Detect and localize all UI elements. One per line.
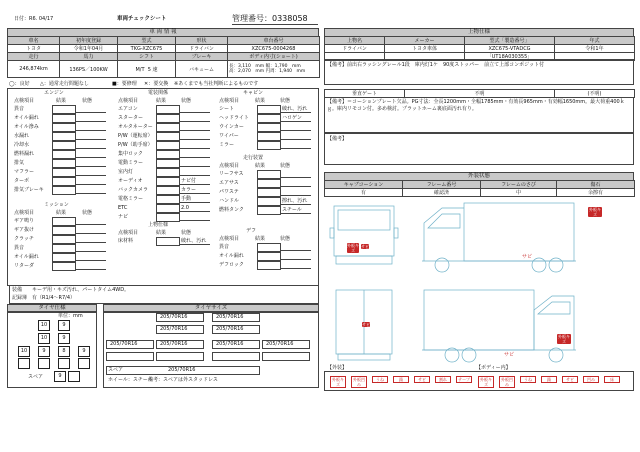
legend-mark: サビ [414,376,430,383]
damage-tag-4: サビ [522,254,533,260]
col-model: 型式 [118,37,176,45]
check-result-box[interactable] [156,237,180,246]
check-state-line [76,251,106,252]
check-state-line [180,130,210,131]
damage-tag-1: 外板キズ [347,243,359,253]
pg-remarks: 【備考】＝コーションプレート欠品。PG寸法：全長1200mm・全幅1785mm・有効長965mm・有効幅1650mm。最大荷重400ｋｇ。庫内リモコン付。多め検討。プラットホーム裏底面汚れ有り。 [327,99,625,112]
engine-head-item: 点検項目 [14,98,35,104]
check-result-box[interactable] [257,188,281,197]
check-result-box[interactable] [156,186,180,195]
check-state-line [180,220,210,221]
check-item-label: ナビ [118,214,129,220]
check-result-box[interactable] [52,105,76,114]
tire-mid-right: 9 [58,333,70,344]
upper-check-head-item: 点検項目 [118,230,139,236]
engine-head-result: 結果 [56,98,67,104]
tire-rear-2: 9 [38,346,50,357]
upper-serial: 「UT18A030355」 [465,53,555,61]
tire-size-spare-label: スペア [108,367,124,373]
legend-good: ◯：良好 [9,81,30,87]
check-item-label: ヘッドライト [219,115,249,121]
col-upper-name: 上物名 [325,37,385,45]
check-result-box[interactable] [52,244,76,253]
check-state-line [281,130,311,131]
check-state-line [76,166,106,167]
col-maker: メーカー [385,37,465,45]
engine-head-state: 状態 [82,98,93,104]
tire-size-r4c2 [156,352,204,361]
check-state-line [281,148,311,149]
check-item-label: ターボ [14,178,30,184]
tire-size-front-right: 205/70R16 [216,314,244,320]
check-state: 擦れ、汚れ [282,198,308,204]
check-result-box[interactable] [257,114,281,123]
tire-front-left: 10 [38,320,50,331]
truck-front-view [330,206,398,264]
check-item-label: 燃料タンク [219,207,244,213]
shape: ドライバン [176,45,228,53]
check-result-box[interactable] [52,217,76,226]
check-item-label: 排気ブレーキ [14,187,44,193]
check-result-box[interactable] [52,132,76,141]
equip-value: キーデ用・キズ汚れ、パートタイム4WD。 [32,287,130,293]
check-state-line [76,139,106,140]
check-result-box[interactable] [52,123,76,132]
pg-maker: 不明 [405,90,555,98]
check-result-box[interactable] [257,206,281,215]
check-state-line [76,121,106,122]
check-state: カラー [181,187,197,193]
mission-head-state: 状態 [82,210,93,216]
tire-size-rear-2: 205/70R16 [160,341,188,347]
upper-spec-table [324,36,635,61]
upper-check-head-result: 結果 [156,230,167,236]
tire-size-mid-right: 205/70R16 [216,326,244,332]
legend-note: ※あくまでも当社判断によるものです [174,81,259,87]
chassis-no: XZC675-0004268 [228,45,320,53]
check-state: 手動 [181,196,192,202]
check-item-label: ウインカー [219,124,244,130]
date: 日付：R6. 04/17 [14,16,54,22]
check-item-label: オルタネーター [118,124,153,130]
tire-rear-3: 8 [58,346,70,357]
check-result-box[interactable] [52,235,76,244]
check-state: 2.0 [181,205,189,211]
check-result-box[interactable] [156,159,180,168]
legend-mark: サビ [562,376,578,383]
check-item-label: リターダ [14,263,35,269]
check-item-label: リーフサス [219,171,244,177]
check-state-line [281,213,311,214]
check-item-label: 電格ミラー [118,196,144,202]
check-item-label: エアコン [118,106,138,112]
check-state-line [281,139,311,140]
tire-size-title: タイヤサイズ [103,304,319,313]
check-result-box[interactable] [156,204,180,213]
legend-mark: テープ [456,376,472,383]
upper-model: XZC675-VTADCG [465,45,555,53]
check-state-line [180,148,210,149]
check-result-box[interactable] [257,252,281,261]
check-state-line [281,259,311,260]
model: TKG-XZC675 [118,45,176,53]
check-state: 破れ、汚れ [181,238,207,244]
management-number: 管理番号：0338058 [232,14,308,23]
check-item-label: デフロック [219,262,244,268]
check-state-line [180,175,210,176]
legend-mark: 錆 [541,376,557,383]
col-shift: シフト [118,53,176,61]
check-result-box[interactable] [257,132,281,141]
col-year: 年式 [555,37,635,45]
check-state-line [180,244,210,245]
frame-no: 確認済 [403,189,481,197]
check-item-label: 冷却水 [14,142,30,148]
tire-rear-7 [58,358,70,369]
upper-name: ドライバン [325,45,385,53]
check-item-label: ギア鳴り [14,218,35,224]
col-cab-caution: キャブコーション [325,181,403,189]
check-state-line [76,130,106,131]
check-state-line [281,195,311,196]
tire-size-front-left: 205/70R16 [160,314,188,320]
running-title: 走行装置 [243,155,264,161]
col-frame-no: フレーム番号 [403,181,481,189]
pg-type: 垂直ゲート [325,90,405,98]
check-item-label: バックカメラ [118,187,149,193]
check-state-line [180,193,210,194]
truck-side-view-right [422,290,576,362]
check-item-label: ギア抜け [14,227,35,233]
check-state-line [76,157,106,158]
tire-rear-8 [78,358,90,369]
legend-mark: うね [520,376,536,383]
truck-diagrams [324,198,634,370]
check-result-box[interactable] [257,261,281,270]
check-state-line [180,157,210,158]
check-state-line [281,204,311,205]
check-state: ナビ付 [181,178,197,184]
legend-mark: 外板キズ [332,377,344,387]
diff-head-state: 状態 [280,236,291,242]
check-item-label: マフラー [14,169,35,175]
cert-label: 記録簿 [12,295,28,301]
body-label: 【ボディー内】 [476,365,511,371]
check-state-line [281,268,311,269]
vehicle-section-title: 車 両 情 報 [7,28,319,37]
check-result-box[interactable] [156,114,180,123]
legend-repair: ■：要修理 [112,81,137,87]
check-result-box[interactable] [156,150,180,159]
check-item-label: 水漏れ [14,133,30,139]
equip-label: 装備 [12,287,23,293]
check-state-line [281,112,311,113]
check-item-label: 電動ミラー [118,160,144,166]
diff-head-item: 点検項目 [219,236,240,242]
legend-replace: ✕：要交換 [144,81,169,87]
check-state-line [180,211,210,212]
speeds: 5 速 [147,66,158,73]
col-chassis: 車台番号 [228,37,320,45]
body-width: 幅：1,790 mm [265,63,301,69]
check-state-line [281,186,311,187]
check-item-label: ワイパー [219,133,239,139]
check-result-box[interactable] [156,132,180,141]
check-result-box[interactable] [52,150,76,159]
running-head-result: 結果 [255,163,266,169]
tire-rear-5 [18,358,30,369]
check-result-box[interactable] [52,114,76,123]
check-state-line [281,177,311,178]
check-result-box[interactable] [52,177,76,186]
check-state-line [76,184,106,185]
col-chip: 傷石 [557,181,635,189]
body-circ: 円周：1,940 mm [265,69,306,74]
shift-cell [118,61,176,78]
electric-title: 電装関係 [148,90,169,96]
check-item-label: ETC [118,205,128,211]
tire-spare-label: スペア [28,374,44,380]
col-frame-rust: フレームのさび [481,181,557,189]
pg-model: (不明) [555,90,635,98]
running-head-state: 状態 [280,163,291,169]
check-result-box[interactable] [52,159,76,168]
upper-check-head-state: 状態 [181,230,192,236]
upper-remarks-label: 【備考】 [327,62,348,68]
check-result-box[interactable] [257,197,281,206]
tire-rear-1: 10 [18,346,30,357]
engine-title: エンジン [44,90,64,96]
shift: M/T [135,66,145,73]
tire-size-rear-1: 205/70R16 [110,341,138,347]
car-name: トヨタ [8,45,60,53]
check-result-box[interactable] [257,123,281,132]
check-item-label: 排気 [14,160,25,166]
check-item-label: オイル漏れ [219,253,244,259]
check-state: スチール [282,207,302,213]
check-state-line [76,260,106,261]
check-result-box[interactable] [52,186,76,195]
wheel-note: 備考：スペアは外スタッドレス [148,377,218,383]
check-state-line [76,269,106,270]
pg-remarks2-label: 【備考】 [327,136,348,142]
legend-mark: 外板キズ [480,377,492,387]
check-result-box[interactable] [257,105,281,114]
mission-title: ミッション [44,202,69,208]
legend-mark: 錆 [393,376,409,383]
electric-head-state: 状態 [181,98,192,104]
body-dims-cell [228,61,320,78]
diff-title: デフ [246,228,257,234]
damage-tag-2: サビ [361,244,369,249]
check-state-line [76,224,106,225]
legend-mark: 外板凹み [353,377,365,387]
tire-spare: 9 [54,371,66,382]
check-result-box[interactable] [156,195,180,204]
check-result-box[interactable] [52,262,76,271]
check-state-line [180,112,210,113]
check-state: ハロゲン [282,115,302,121]
legend-mark: 外板凹み [501,377,513,387]
tire-size-rear-4: 205/70R16 [266,341,294,347]
electric-head-result: 結果 [156,98,167,104]
body-height: 高：2,070 mm [229,69,265,74]
cabin-head-item: 点検項目 [219,98,240,104]
check-item-label: P/W（運転席） [118,133,153,139]
check-result-box[interactable] [257,170,281,179]
pg-remarks2-box [324,133,634,165]
col-brake: ブレーキ [176,53,228,61]
tire-spare-2 [68,371,80,382]
frame-rust: 中 [481,189,557,197]
check-item-label: ハンドル [219,198,240,204]
check-state-line [76,112,106,113]
legend-mark: 凹み [583,376,599,383]
damage-tag-6: 外板キズ [558,334,570,344]
check-item-label: 集中ロック [118,151,143,157]
check-item-label: シート [219,106,235,112]
tire-rear-6 [38,358,50,369]
col-body-dims: ボディ内寸(ショート) [228,53,320,61]
check-result-box[interactable] [257,141,281,150]
check-state-line [76,242,106,243]
check-result-box[interactable] [156,105,180,114]
tire-size-r4c1 [106,352,154,361]
tire-mid-left: 10 [38,333,50,344]
tire-spec-title: タイヤ仕様 [7,304,97,313]
check-result-box[interactable] [156,177,180,186]
legend-ok: △：通常走行問題なし [40,81,89,87]
mission-head-item: 点検項目 [14,210,35,216]
check-item-label: 室内灯 [118,169,134,175]
check-result-box[interactable] [257,179,281,188]
maker: トヨタ車体 [385,45,465,53]
cabin-head-state: 状態 [280,98,291,104]
tire-front-right: 9 [58,320,70,331]
check-result-box[interactable] [52,168,76,177]
wheel-label: ホイール：スチール [108,377,153,383]
chip: 余擦有 [557,189,635,197]
check-item-label: クラッチ [14,236,34,242]
cab-caution: 有 [325,189,403,197]
col-upper-model: 型式「製造番号」 [465,37,555,45]
col-mileage: 走行 [8,53,60,61]
check-state-line [180,139,210,140]
check-item-label: ミラー [219,142,235,148]
check-item-label: 異音 [14,106,25,112]
check-result-box[interactable] [52,141,76,150]
tire-rear-4: 9 [78,346,90,357]
damage-tag-3: 外板キズ [589,207,601,217]
tire-size-mid-left: 205/70R16 [160,326,188,332]
check-item-label: スターター [118,115,144,121]
tire-size-spare: 205/70R16 [168,367,196,373]
damage-tag-7: サビ [504,352,515,358]
page-title: 車両チェックシート [117,16,167,22]
brake: バキューム [176,61,228,78]
check-state-line [281,250,311,251]
tire-size-r4c3 [212,352,260,361]
check-state-line [76,193,106,194]
check-item-label: 燃料漏れ [14,151,35,157]
tire-size-rear-3: 205/70R16 [216,341,244,347]
check-result-box[interactable] [257,243,281,252]
col-shape: 形状 [176,37,228,45]
check-state-line [76,148,106,149]
body-length: 長：3,110 mm [229,63,265,69]
check-item-label: オイル漏れ [14,254,39,260]
cert-value: 有（R1/4～R7/4） [32,295,76,301]
check-state-line [281,121,311,122]
check-item-label: P/W（助手席） [118,142,153,148]
check-result-box[interactable] [156,141,180,150]
upper-check-title: 上物仕様 [148,222,169,228]
check-state: 破れ、汚れ [282,106,308,112]
mission-head-result: 結果 [56,210,67,216]
horsepower: 136PS／100KW [60,61,118,78]
check-result-box[interactable] [156,123,180,132]
check-item-label: パワステ [219,189,239,195]
upper-spec-title: 上物仕様 [324,28,634,37]
outer-label: 【外装】 [327,365,348,371]
exterior-title: 外装状態 [324,172,634,181]
exterior-table [324,180,635,197]
check-state-line [180,166,210,167]
tire-size-r4c4 [262,352,310,361]
check-result-box[interactable] [52,226,76,235]
check-state-line [180,121,210,122]
mileage: 246,874km [8,61,60,78]
electric-head-item: 点検項目 [118,98,139,104]
check-result-box[interactable] [156,213,180,222]
truck-side-view-left [422,203,576,272]
diff-head-result: 結果 [255,236,266,242]
damage-tag-5: サビ [362,322,370,327]
upper-year: 令和1年 [555,45,635,53]
check-item-label: オーディオ [118,178,143,184]
check-item-label: エアサス [219,180,239,186]
col-hp: 馬力 [60,53,118,61]
running-head-item: 点検項目 [219,163,240,169]
check-item-label: 異音 [14,245,25,251]
col-first-reg: 初年度登録 [60,37,118,45]
check-state-line [76,233,106,234]
check-state-line [76,175,106,176]
vehicle-table [7,36,320,78]
cabin-title: キャビン [243,90,264,96]
upper-remarks: 前出右ラッシングレール1段 庫内灯1ケ 90度ストッパー 前立て上部コンポジット付 [347,62,545,68]
tire-unit: 単位：mm [58,313,83,319]
check-state-line [180,202,210,203]
legend-mark: 床 [604,376,620,383]
cabin-head-result: 結果 [255,98,266,104]
check-item-label: オイル漏れ [14,115,39,121]
check-result-box[interactable] [156,168,180,177]
check-item-label: 異音 [219,244,230,250]
check-item-label: 床材料 [118,238,134,244]
col-car-name: 車名 [8,37,60,45]
check-state-line [180,184,210,185]
legend-mark: うね [372,376,388,383]
legend-mark: 割れ [435,376,451,383]
first-reg: 令和1年04月 [60,45,118,53]
check-item-label: オイル滲み [14,124,39,130]
check-result-box[interactable] [52,253,76,262]
